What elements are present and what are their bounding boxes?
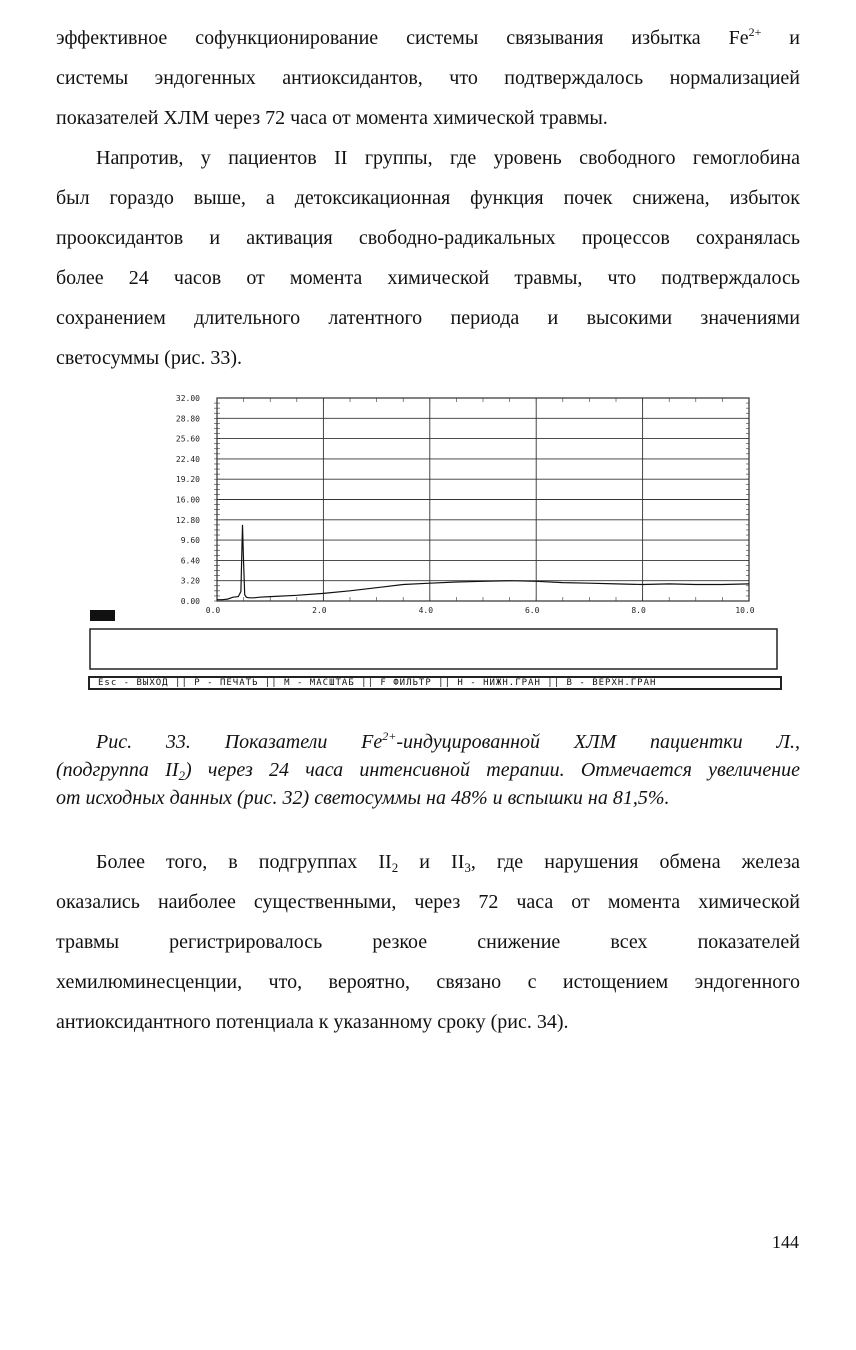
subscript: 3 <box>464 860 471 875</box>
y-tick-label: 3.20 <box>180 576 200 586</box>
text-line: был гораздо выше, а детоксикационная функция почек снижена, избыток <box>56 187 800 209</box>
y-tick-label: 6.40 <box>180 556 200 566</box>
text-line: более 24 часов от момента химической травмы, что подтверждалось <box>56 267 800 289</box>
y-tick-label: 9.60 <box>180 536 200 546</box>
x-tick-label: 0.0 <box>205 606 221 615</box>
subscript: 2 <box>178 768 185 783</box>
text-line: Напротив, у пациентов II группы, где уровень свободного гемоглобина <box>96 147 800 169</box>
caption-line: Рис. 33. Показатели $Fe^{2+}$-индуцированной ХЛМ пациентки Л., <box>96 729 800 753</box>
function-key-bar: Esc - ВЫХОД || P - ПЕЧАТЬ || M - МАСШТАБ || F ФИЛЬТР || H - НИЖН.ГРАН || B - ВЕРХН.ГРАН <box>88 676 782 690</box>
text-line: прооксидантов и активация свободно-радикальных процессов сохранялась <box>56 227 800 249</box>
text-line: сохранением длительного латентного периода и высокими значениями <box>56 307 800 329</box>
paragraph-2 <box>56 138 800 378</box>
paragraph-3 <box>56 842 800 1042</box>
series-line <box>217 525 749 600</box>
y-tick-label: 12.80 <box>175 515 200 525</box>
x-tick-label: 10.0 <box>735 606 755 615</box>
chemiluminescence-chart <box>86 383 786 698</box>
y-tick-label: 19.20 <box>175 475 200 485</box>
text-line: оказались наиболее существенными, через 72 часа от момента химической <box>56 891 800 913</box>
page-number: 144 <box>772 1232 799 1252</box>
paragraph-1 <box>56 18 800 138</box>
x-tick-label: 6.0 <box>524 606 540 615</box>
cursor-marker <box>90 610 115 621</box>
text-line: антиоксидантного потенциала к указанному сроку (рис. 34). <box>56 1011 569 1033</box>
y-tick-label: 32.00 <box>175 394 200 403</box>
x-tick-label: 2.0 <box>312 606 327 615</box>
y-tick-label: 22.40 <box>175 454 200 464</box>
caption-line: (подгруппа $II_2$) через 24 часа интенсивной терапии. Отмечается увеличение <box>56 759 800 783</box>
subscript: 2 <box>391 860 399 875</box>
text-line: светосуммы (рис. 33). <box>56 347 243 369</box>
figure-caption <box>56 728 800 812</box>
text-line: системы эндогенных антиоксидантов, что подтверждалось нормализацией <box>56 67 800 89</box>
superscript: 2+ <box>748 25 762 39</box>
x-tick-label: 8.0 <box>631 606 646 615</box>
text-line: показателей ХЛМ через 72 часа от момента химической травмы. <box>56 107 608 129</box>
x-tick-label: 4.0 <box>418 606 434 615</box>
y-tick-label: 16.00 <box>175 495 200 505</box>
y-tick-label: 28.80 <box>175 414 200 424</box>
text-line: эффективное софункционирование системы связывания избытка $Fe^{2+}$ и <box>56 25 800 49</box>
caption-line: от исходных данных (рис. 32) светосуммы на 48% и вспышки на 81,5%. <box>56 787 670 809</box>
chart-svg <box>86 383 786 673</box>
chart-status-box <box>90 629 777 669</box>
y-tick-label: 25.60 <box>175 434 200 444</box>
superscript: 2+ <box>382 729 397 743</box>
y-tick-label: 0.00 <box>180 597 200 606</box>
text-line: хемилюминесценции, что, вероятно, связано с истощением эндогенного <box>56 971 800 993</box>
text-line: Более того, в подгруппах $II_2$ и $II_3$, где нарушения обмена железа <box>96 851 800 875</box>
text-line: травмы регистрировалось резкое снижение всех показателей <box>56 931 800 953</box>
